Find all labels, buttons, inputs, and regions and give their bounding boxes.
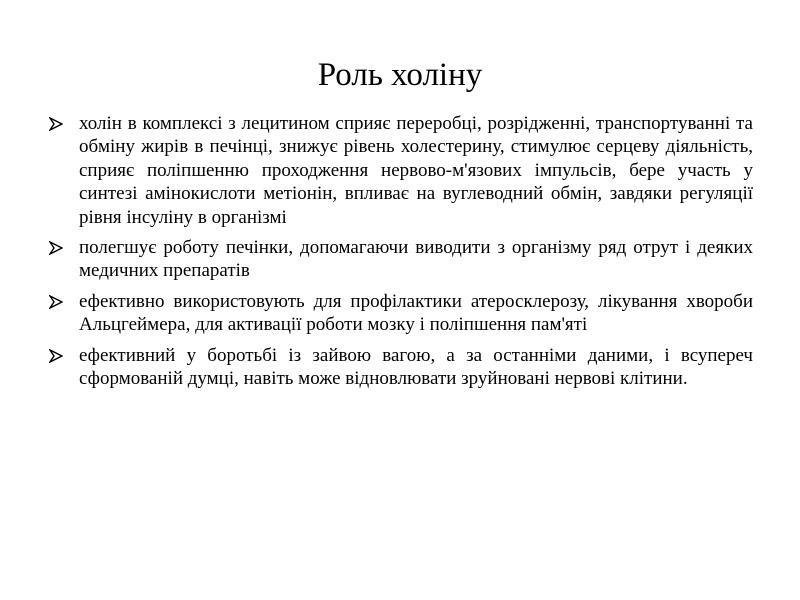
arrowhead-bullet-icon <box>47 290 67 313</box>
bullet-list <box>47 112 753 397</box>
bullet-item <box>47 236 753 283</box>
arrowhead-bullet-icon <box>47 112 67 135</box>
bullet-text: ефективно використовують для профілактики атеросклерозу, лікування хвороби Альцгеймера, для активації роботи мозку і поліпшення пам'яті <box>79 290 753 336</box>
slide-title: Роль холіну <box>317 57 483 93</box>
bullet-text: холін в комплексі з лецитином сприяє переробці, розрідженні, транспортуванні та обміну жирів в печінці, знижує рівень холестерину, стимулює серцеву діяльність, сприяє поліпшенню проходження нервово-м'язових імпульсів, бере участь у синтезі амінокислоти метіонін, впливає на вуглеводний обмін, завдяки регуляції рівня інсуліну в організмі <box>79 113 753 228</box>
arrowhead-bullet-icon <box>47 236 67 259</box>
bullet-item <box>47 344 753 391</box>
arrowhead-bullet-icon <box>47 344 67 367</box>
bullet-text: ефективний у боротьбі із зайвою вагою, а за останніми даними, і всупереч сформованій думці, навіть може відновлювати зруйновані нервові клітини. <box>79 344 753 390</box>
bullet-item <box>47 290 753 337</box>
bullet-item <box>47 112 753 229</box>
bullet-text: полегшує роботу печінки, допомагаючи виводити з організму ряд отрут і деяких медичних препаратів <box>79 237 753 282</box>
